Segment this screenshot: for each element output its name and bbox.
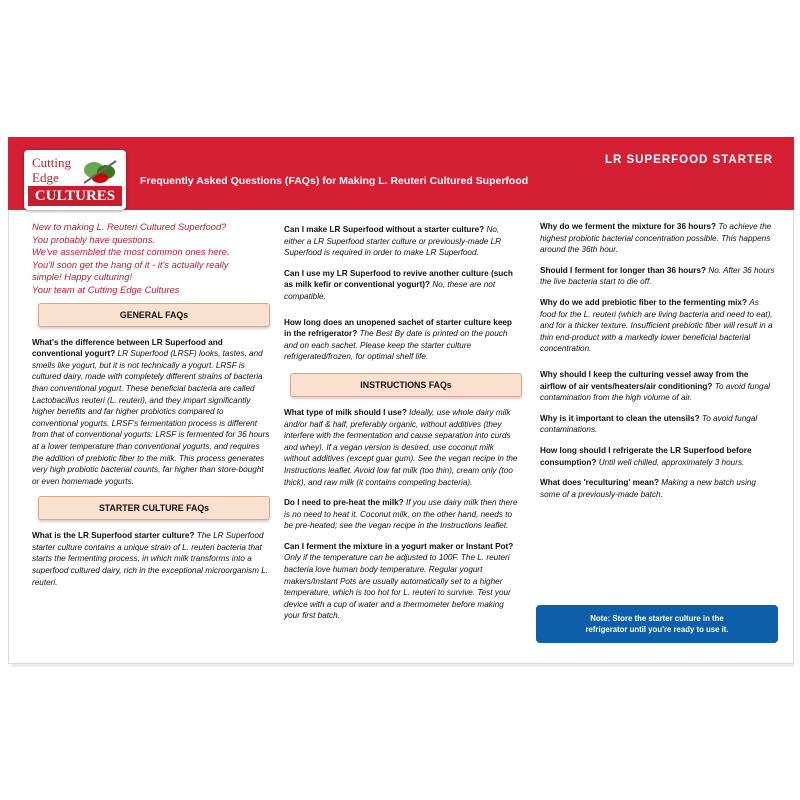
intro-line: New to making L. Reuteri Cultured Superfood? [32, 221, 227, 232]
faq-question: Can I use my LR Superfood to revive another culture (such as milk kefir or conventional yogurt)? [284, 268, 513, 290]
faq-question: How long should I refrigerate the LR Superfood before consumption? [540, 445, 752, 467]
logo-line-2: Edge [32, 170, 59, 185]
faq-question: Why do we add prebiotic fiber to the fermenting mix? [540, 297, 747, 307]
column-3 [540, 221, 776, 509]
faq-answer: To avoid fungal contaminations. [540, 413, 758, 435]
column-1 [32, 221, 270, 597]
faq-answer: Making a new batch using some of a previously-made batch. [540, 478, 756, 499]
faq-question: Why do we ferment the mixture for 36 hours? [540, 222, 717, 231]
faq-question: Should I ferment for longer than 36 hours? [540, 265, 707, 275]
logo-line-3: CULTURES [28, 186, 122, 206]
faq-item [540, 477, 776, 500]
card-shadow [12, 664, 794, 667]
faq-item [284, 541, 519, 622]
intro-line: You probably have questions. [32, 233, 156, 245]
faq-answer: Only if the temperature can be adjusted to 100F. The L. reuteri bacteria love human body temperature. Regular yogurt makers/Instant Pots are usually automatically set to a higher temperature, which is too hot for L. reuteri to survive. Test your device with a cup of water and a thermometer before making your first batch. [284, 553, 511, 621]
brand-logo [24, 150, 126, 210]
faq-answer: No. After 36 hours the live bacteria start to die off. [540, 265, 775, 287]
section-header-general: GENERAL FAQs [38, 303, 270, 327]
intro-line: We've assembled the most common ones here. [32, 246, 230, 258]
faq-item [540, 369, 776, 404]
brand-title: LR SUPERFOOD STARTER [604, 154, 773, 166]
section-header-starter: STARTER CULTURE FAQs [38, 496, 270, 520]
faq-item [32, 530, 270, 588]
section-header-instructions: INSTRUCTIONS FAQs [290, 373, 522, 397]
column-2 [284, 224, 519, 631]
faq-item [284, 497, 519, 532]
faq-question: Why is it important to clean the utensils? [540, 413, 700, 423]
faq-item [540, 445, 776, 468]
faq-item [540, 413, 776, 436]
intro-text [32, 221, 270, 297]
page-title: Frequently Asked Questions (FAQs) for Making L. Reuteri Cultured Superfood [140, 175, 529, 187]
faq-answer: Until well chilled, approximately 3 hours. [598, 457, 745, 467]
intro-line: You'll soon get the hang of it - it's actually really [32, 258, 229, 270]
faq-answer: If you use dairy milk then there is no need to heat it. Coconut milk, on the other hand, needs to be pre-heated; see the vegan recipe in the Instructions leaflet. [284, 498, 518, 531]
faq-answer: As food for the L. reuteri (which are living bacteria and need to eat), and for a thicker texture. Insufficient prebiotic fiber will result in a thin end-product with a markedly lower beneficial bacterial concentration. [540, 297, 773, 354]
faq-question: What type of milk should I use? [284, 407, 407, 417]
faq-item [540, 221, 776, 256]
faq-item [540, 265, 776, 288]
faq-question: Do I need to pre-heat the milk? [284, 498, 404, 508]
faq-answer: The Best By date is printed on the pouch and on each sachet. Please keep the starter culture refrigerated/frozen, for optimal shelf life. [284, 329, 508, 362]
faq-question: How long does an unopened sachet of starter culture keep in the refrigerator? [284, 317, 512, 339]
intro-line: simple! Happy culturing! [32, 271, 133, 283]
faq-question: Can I make LR Superfood without a starter culture? [284, 225, 485, 234]
intro-line: Your team at Cutting Edge Cultures [32, 283, 180, 295]
vegetable-icon [80, 156, 120, 186]
faq-question: Can I ferment the mixture in a yogurt maker or Instant Pot? [284, 541, 514, 551]
note-line: refrigerator until you're ready to use it. [585, 625, 729, 634]
faq-item [284, 317, 519, 363]
faq-item [284, 224, 519, 259]
note-line: Note: Store the starter culture in the [590, 614, 724, 623]
faq-question: What does 'reculturing' mean? [540, 478, 659, 488]
faq-question: What is the LR Superfood starter culture? [32, 531, 195, 541]
faq-item [32, 337, 270, 488]
faq-answer: LR Superfood (LRSF) looks, tastes, and smells like yogurt, but it is not technically a yogurt. LRSF is cultured dairy, made with completely different strains of bacteria than conventional yogurt. These beneficial bacteria are called Lactobacillus reuteri (L. reuteri), and they impart significantly higher benefits and far higher probiotics compared to conventional yogurts. LRSF's fermentation process is different from that of conventional yogurts: LRSF is fermented for 36 hours at a lower temperature than conventional yogurts, and requires the addition of prebiotic fiber to the milk. This process generates very high probiotic bacterial counts, far higher than store-bought or even homemade yogurts. [32, 349, 270, 486]
faq-item [284, 268, 519, 303]
storage-note [536, 605, 778, 643]
logo-line-1: Cutting [32, 155, 72, 170]
faq-answer: No, these are not compatible. [284, 280, 496, 301]
faq-answer: Ideally, use whole dairy milk and/or half & half, preferably organic, without additives (they interfere with the fermentation and cause separation into curds and whey). If a vegan version is desired, use coconut milk without additives (except guar gum). See the vegan recipe in the Instructions leaflet. Avoid low fat milk (too thin), cream only (too thick), and raw milk (it contains competing bacteria). [284, 407, 518, 487]
faq-answer: The LR Superfood starter culture contains a unique strain of L. reuteri bacteria that starts the fermenting process, in which milk transforms into a superfood cultured dairy, rich in the exceptional microorganism L. reuteri. [32, 531, 269, 587]
faq-item [540, 297, 776, 355]
faq-answer: To avoid fungal contamination from the high volume of air. [540, 381, 770, 403]
faq-answer: No, either a LR Superfood starter culture or previously-made LR Superfood is required in order to make LR Superfood. [284, 225, 502, 258]
faq-answer: To achieve the highest probiotic bacterial concentration possible. This happens around the 36th hour. [540, 222, 772, 255]
faq-question: Why should I keep the culturing vessel away from the airflow of air vents/heaters/air conditioning? [540, 369, 749, 391]
faq-item [284, 407, 519, 488]
faq-question: What's the difference between LR Superfood and conventional yogurt? [32, 337, 223, 359]
